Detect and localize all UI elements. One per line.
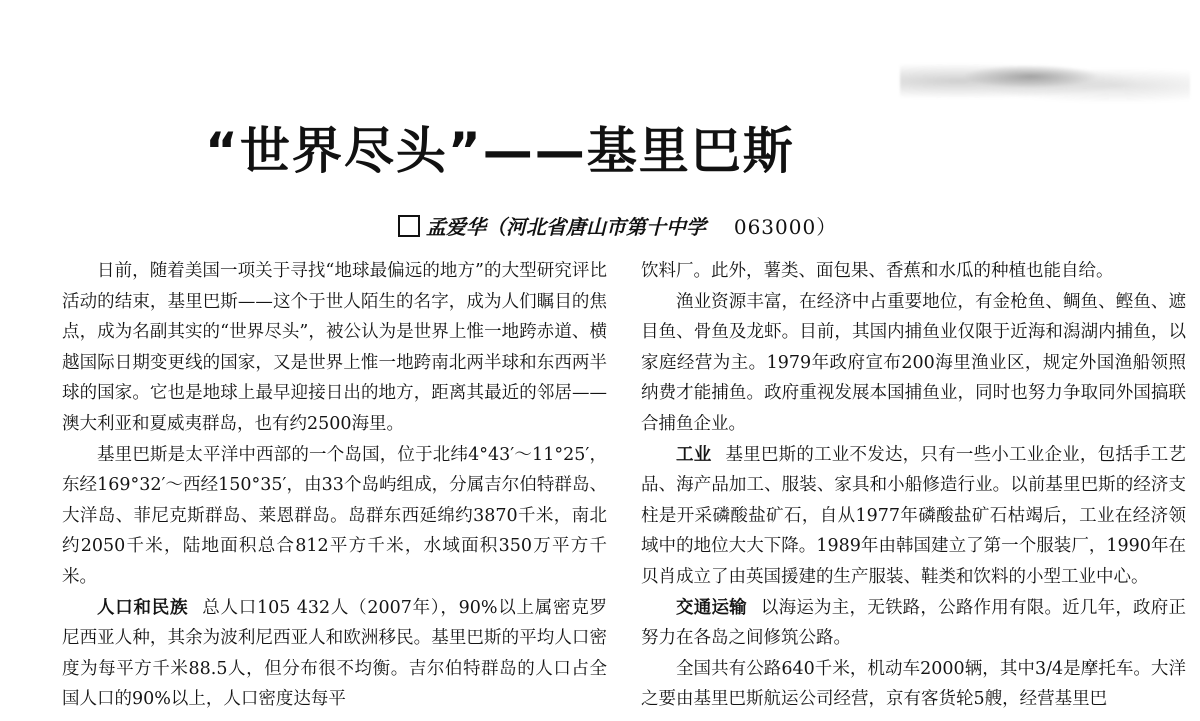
paragraph-continued: 饮料厂。此外，薯类、面包果、香蕉和水瓜的种植也能自给。	[641, 261, 1114, 281]
paragraph-intro: 日前，随着美国一项关于寻找“地球最偏远的地方”的大型研究评比活动的结束，基里巴斯——这个于世人陌生的名字，成为人们瞩目的焦点，成为名副其实的“世界尽头”，被公认为是世界上惟一地跨赤道、横越国际日期变更线的国家，又是世界上惟一地跨南北两半球和东西两半球的国家。它也是地球上最早迎接日出的地方，距离其最近的邻居——澳大利亚和夏威夷群岛，也有约2500海里。	[62, 261, 607, 434]
paragraph-fishery: 渔业资源丰富，在经济中占重要地位，有金枪鱼、鲷鱼、鲣鱼、遮目鱼、骨鱼及龙虾。目前，其国内捕鱼业仅限于近海和潟湖内捕鱼，以家庭经营为主。1979年政府宣布200海里渔业区，规定外国渔船领照纳费才能捕鱼。政府重视发展本国捕鱼业，同时也努力争取同外国搞联合捕鱼企业。	[641, 291, 1186, 434]
article-title: “世界尽头”——基里巴斯	[205, 122, 795, 180]
byline	[398, 210, 837, 244]
author-affiliation: （河北省唐山市第十中学	[486, 215, 706, 239]
section-heading-population: 人口和民族	[97, 597, 189, 618]
postcode: 063000）	[733, 215, 838, 239]
industry-text: 基里巴斯的工业不发达，只有一些小工业企业，包括手工艺品、海产品加工、服装、家具和小船修造行业。以前基里巴斯的经济支柱是开采磷酸盐矿石，自从1977年磷酸盐矿石枯竭后，工业在经济领域中的地位大大下降。1989年由韩国建立了第一个服装厂，1990年在贝肖成立了由英国援建的生产服装、鞋类和饮料的小型工业中心。	[641, 444, 1187, 587]
right-column	[641, 256, 1186, 715]
transport-text: 以海运为主，无铁路，公路作用有限。近几年，政府正努力在各岛之间修筑公路。	[641, 597, 1186, 649]
section-heading-transport: 交通运输	[676, 597, 747, 618]
paragraph-roads: 全国共有公路640千米，机动车2000辆，其中3/4是摩托车。大洋之要由基里巴斯航运公司经营，京有客货轮5艘，经营基里巴	[641, 658, 1186, 710]
paragraph-transport	[641, 593, 1186, 654]
left-column	[62, 256, 607, 715]
paragraph-industry	[641, 440, 1186, 593]
square-box-icon	[398, 215, 420, 237]
population-text: 总人口105 432人（2007年），90%以上属密克罗尼西亚人种，其余为波利尼西亚人和欧洲移民。基里巴斯的平均人口密度为每平方千米88.5人，但分布很不均衡。吉尔伯特群岛的人口占全国人口的90%以上，人口密度达每平	[62, 597, 608, 710]
paragraph-population	[62, 593, 607, 715]
author-name: 孟爱华	[426, 215, 486, 239]
section-heading-industry: 工业	[676, 444, 712, 465]
paragraph-geography: 基里巴斯是太平洋中西部的一个岛国，位于北纬4°43′～11°25′，东经169°32′～西经150°35′，由33个岛屿组成，分属吉尔伯特群岛、大洋岛、菲尼克斯群岛、莱恩群岛。岛群东西延绵约3870千米，南北约2050千米，陆地面积总合812平方千米，水域面积350万平方千米。	[62, 444, 607, 587]
ink-smudge	[900, 58, 1190, 104]
